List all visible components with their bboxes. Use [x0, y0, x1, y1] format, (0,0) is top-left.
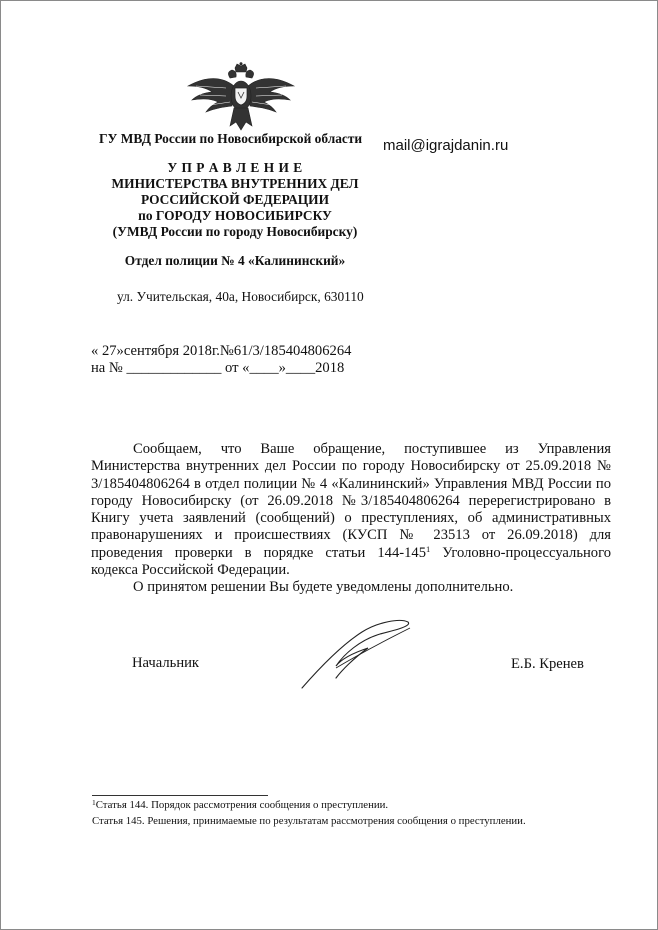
directorate-title: У П Р А В Л Е Н И Е [167, 160, 303, 175]
directorate-line-3: по ГОРОДУ НОВОСИБИРСКУ [138, 208, 332, 223]
directorate-line-4: (УМВД России по городу Новосибирску) [112, 224, 358, 239]
reference-number: на № _____________ от «____»____2018 [91, 360, 345, 376]
organization-name: ГУ МВД России по Новосибирской области [99, 131, 363, 146]
signatory-position: Начальник [132, 655, 200, 671]
footnote-separator [92, 795, 268, 796]
email-address: mail@igrajdanin.ru [383, 137, 509, 154]
eagle-emblem-icon [186, 62, 296, 134]
body-paragraph-1 [91, 441, 611, 579]
police-department: Отдел полиции № 4 «Калининский» [124, 253, 346, 268]
footnote-1 [92, 799, 388, 811]
footnote-1-text: Статья 144. Порядок рассмотрения сообщения о преступлении. [95, 799, 389, 811]
footnote-2: Статья 145. Решения, принимаемые по результатам рассмотрения сообщения о преступлении. [92, 815, 526, 827]
department-address: ул. Учительская, 40а, Новосибирск, 630110 [117, 289, 364, 304]
letter-body [91, 441, 611, 597]
body-paragraph-2: О принятом решении Вы будете уведомлены дополнительно. [133, 579, 514, 596]
footnote-marker: 1 [92, 798, 96, 807]
footnote-reference: 1 [426, 543, 431, 554]
body-paragraph-1-end: Уголовно-процессуального кодекса Российской Федерации. [91, 544, 611, 579]
directorate-line-1: МИНИСТЕРСТВА ВНУТРЕННИХ ДЕЛ [111, 176, 359, 191]
signatory-name: Е.Б. Кренев [511, 656, 584, 672]
outgoing-number: « 27»сентября 2018г.№61/3/185404806264 [91, 343, 352, 359]
directorate-line-2: РОССИЙСКОЙ ФЕДЕРАЦИИ [140, 192, 330, 207]
body-paragraph-1-text: Сообщаем, что Ваше обращение, поступившее из Управления Министерства внутренних дел России по городу Новосибирску от 25.09.2018 № 3/185404806264 в отдел полиции № 4 «Калининский» Управления МВД России по городу Новосибирску (от 26.09.2018 №3/185404806264 перерегистрировано в Книгу учета заявлений (сообщений) о преступлениях, об административных правонарушениях и происшествиях (КУСП № 23513 от 26.09.2018) для проведения проверки в порядке статьи 144-145 [91, 441, 611, 561]
handwritten-signature [296, 614, 416, 694]
